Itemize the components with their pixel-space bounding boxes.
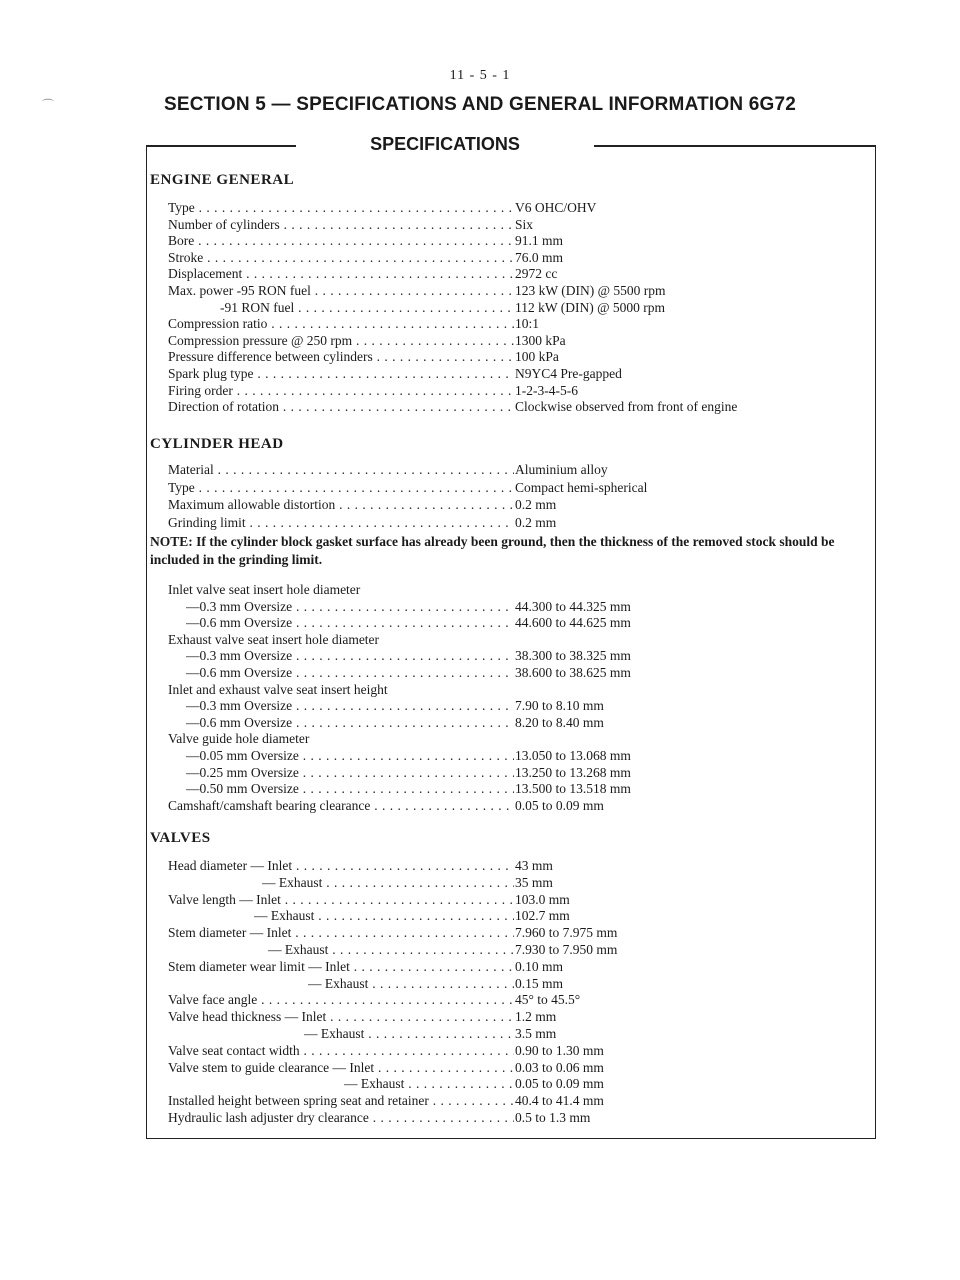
spec-row — [168, 480, 868, 496]
spec-value: 7.930 to 7.950 mm — [515, 942, 618, 957]
spec-value: 45° to 45.5° — [515, 992, 581, 1008]
spec-label: Hydraulic lash adjuster dry clearance . . . — [168, 1110, 514, 1126]
spec-label: Type . . . — [168, 480, 514, 496]
spec-row — [168, 992, 868, 1008]
spec-value: 3.5 mm — [515, 1026, 557, 1041]
spec-value: 123 kW (DIN) @ 5500 rpm — [515, 283, 666, 298]
spec-value: 2972 cc — [515, 266, 558, 282]
spec-row — [168, 250, 868, 266]
spec-label: — Exhaust . . . — [268, 942, 514, 958]
spec-label: Valve face angle . . . — [168, 992, 514, 1008]
spec-row — [168, 462, 868, 478]
spec-row — [168, 233, 868, 249]
spec-row — [168, 399, 868, 415]
spec-row — [168, 731, 868, 747]
spec-row — [344, 1076, 868, 1092]
cylinder-head-heading: CYLINDER HEAD — [150, 436, 284, 452]
spec-value: Aluminium alloy — [515, 462, 608, 477]
spec-value: 38.600 to 38.625 mm — [515, 665, 631, 680]
spec-label: Max. power -95 RON fuel . . . — [168, 283, 514, 299]
spec-label: Stem diameter — Inlet . . . — [168, 925, 514, 941]
spec-label: — Exhaust . . . — [304, 1026, 514, 1042]
spec-row — [308, 976, 868, 992]
spec-value: 0.90 to 1.30 mm — [515, 1042, 604, 1058]
spec-row — [168, 383, 868, 399]
spec-row — [168, 200, 868, 216]
specifications-heading: SPECIFICATIONS — [370, 134, 520, 154]
spec-value: Clockwise observed from front of engine — [515, 399, 738, 415]
spec-label: Material . . . — [168, 462, 514, 478]
spec-row — [220, 300, 868, 316]
spec-label: —0.25 mm Oversize . . . — [186, 765, 514, 781]
spec-row — [168, 1110, 868, 1126]
spec-value: 43 mm — [515, 858, 553, 873]
section-title: SECTION 5 — SPECIFICATIONS AND GENERAL INFORMATION 6G72 — [163, 94, 797, 115]
spec-value: 44.600 to 44.625 mm — [515, 615, 631, 631]
engine-general-heading: ENGINE GENERAL — [150, 172, 295, 188]
spec-row — [168, 892, 868, 908]
spec-value: Six — [515, 216, 534, 232]
spec-row — [168, 1043, 868, 1059]
spec-value: 76.0 mm — [515, 249, 564, 265]
spec-label: Inlet and exhaust valve seat insert height — [168, 681, 388, 697]
spec-row — [168, 333, 868, 349]
spec-row — [168, 1009, 868, 1025]
spec-value: 0.5 to 1.3 mm — [515, 1110, 591, 1125]
spec-label: —0.6 mm Oversize . . . — [186, 665, 514, 681]
frame-rule-left — [146, 145, 296, 147]
spec-value: 0.05 to 0.09 mm — [515, 797, 604, 813]
spec-label: -91 RON fuel . . . — [220, 300, 514, 316]
spec-label: —0.50 mm Oversize . . . — [186, 781, 514, 797]
spec-value: 0.05 to 0.09 mm — [515, 1076, 604, 1092]
spec-value: 0.10 mm — [515, 958, 564, 974]
spec-label: —0.05 mm Oversize . . . — [186, 748, 514, 764]
spec-label: Pressure difference between cylinders . . . — [168, 349, 514, 365]
spec-label: —0.6 mm Oversize . . . — [186, 615, 514, 631]
spec-value: 100 kPa — [515, 349, 559, 365]
spec-value: 1-2-3-4-5-6 — [515, 382, 578, 398]
spec-label: Valve head thickness — Inlet . . . — [168, 1009, 514, 1025]
spec-row — [186, 648, 868, 664]
spec-row — [168, 515, 868, 531]
spec-label: Bore . . . — [168, 233, 514, 249]
grinding-note: NOTE: If the cylinder block gasket surface has already been ground, then the thickness of the removed stock should be included in the grinding limit. — [150, 534, 835, 567]
spec-value: 0.2 mm — [515, 514, 557, 530]
spec-label: Firing order . . . — [168, 383, 514, 399]
spec-row — [186, 748, 868, 764]
spec-value: 7.90 to 8.10 mm — [515, 698, 604, 714]
spec-row — [168, 1093, 868, 1109]
spec-label: —0.3 mm Oversize . . . — [186, 648, 514, 664]
spec-label: — Exhaust . . . — [254, 908, 514, 924]
spec-row — [168, 349, 868, 365]
spec-label: Head diameter — Inlet . . . — [168, 858, 514, 874]
spec-row — [168, 925, 868, 941]
spec-label: Inlet valve seat insert hole diameter — [168, 582, 361, 597]
spec-value: 1.2 mm — [515, 1009, 557, 1025]
spec-label: Direction of rotation . . . — [168, 399, 514, 415]
spec-value: 8.20 to 8.40 mm — [515, 714, 604, 730]
spec-label: Grinding limit . . . — [168, 515, 514, 531]
spec-value: 13.250 to 13.268 mm — [515, 764, 631, 780]
spec-row — [186, 765, 868, 781]
spec-label: Camshaft/camshaft bearing clearance . . . — [168, 798, 514, 814]
spec-row — [168, 316, 868, 332]
spec-value: 0.2 mm — [515, 497, 557, 512]
spec-label: Valve seat contact width . . . — [168, 1043, 514, 1059]
spec-label: —0.3 mm Oversize . . . — [186, 599, 514, 615]
spec-row — [168, 366, 868, 382]
spec-row — [186, 715, 868, 731]
spec-value: 0.03 to 0.06 mm — [515, 1059, 604, 1075]
spec-row — [168, 497, 868, 513]
spec-row — [168, 632, 868, 648]
spec-value: 10:1 — [515, 316, 540, 332]
spec-label: — Exhaust . . . — [344, 1076, 514, 1092]
spec-value: 103.0 mm — [515, 891, 570, 907]
spec-row — [186, 698, 868, 714]
spec-row — [168, 582, 868, 598]
spec-label: Displacement . . . — [168, 266, 514, 282]
spec-row — [186, 615, 868, 631]
spec-label: Stem diameter wear limit — Inlet . . . — [168, 959, 514, 975]
spec-label: Spark plug type . . . — [168, 366, 514, 382]
spec-value: N9YC4 Pre-gapped — [515, 366, 622, 381]
spec-label: Installed height between spring seat and retainer . . . — [168, 1093, 514, 1109]
spec-label: — Exhaust . . . — [308, 976, 514, 992]
spec-label: —0.3 mm Oversize . . . — [186, 698, 514, 714]
spec-row — [186, 781, 868, 797]
spec-label: Type . . . — [168, 200, 514, 216]
spec-label: Maximum allowable distortion . . . — [168, 497, 514, 513]
spec-label: Valve length — Inlet . . . — [168, 892, 514, 908]
spec-value: 112 kW (DIN) @ 5000 rpm — [515, 299, 666, 315]
spec-row — [168, 266, 868, 282]
spec-value: 102.7 mm — [515, 908, 570, 924]
scan-mark: ⌒ — [42, 98, 55, 112]
frame-rule-right — [594, 145, 876, 147]
spec-row — [168, 217, 868, 233]
spec-value: 7.960 to 7.975 mm — [515, 925, 618, 941]
spec-value: 13.500 to 13.518 mm — [515, 781, 631, 797]
spec-value: 44.300 to 44.325 mm — [515, 598, 631, 614]
spec-row — [262, 875, 868, 891]
page-number: 11 - 5 - 1 — [449, 68, 511, 83]
spec-label: —0.6 mm Oversize . . . — [186, 715, 514, 731]
spec-value: Compact hemi-spherical — [515, 479, 648, 495]
spec-value: 1300 kPa — [515, 332, 566, 348]
spec-value: 38.300 to 38.325 mm — [515, 648, 631, 664]
spec-label: — Exhaust . . . — [262, 875, 514, 891]
spec-label: Stroke . . . — [168, 250, 514, 266]
spec-value: V6 OHC/OHV — [515, 200, 597, 215]
spec-row — [168, 858, 868, 874]
spec-label: Exhaust valve seat insert hole diameter — [168, 631, 380, 647]
spec-value: 35 mm — [515, 874, 553, 890]
spec-label: Valve guide hole diameter — [168, 731, 310, 747]
spec-row — [254, 908, 868, 924]
spec-row — [168, 959, 868, 975]
spec-value: 0.15 mm — [515, 975, 564, 991]
spec-value: 91.1 mm — [515, 233, 564, 249]
spec-row — [186, 665, 868, 681]
spec-row — [168, 682, 868, 698]
spec-row — [304, 1026, 868, 1042]
spec-label: Number of cylinders . . . — [168, 217, 514, 233]
spec-row — [168, 798, 868, 814]
spec-row — [168, 1060, 868, 1076]
valves-heading: VALVES — [150, 830, 211, 846]
spec-label: Valve stem to guide clearance — Inlet . . . — [168, 1060, 514, 1076]
spec-row — [268, 942, 868, 958]
spec-row — [168, 283, 868, 299]
spec-label: Compression ratio . . . — [168, 316, 514, 332]
spec-value: 13.050 to 13.068 mm — [515, 748, 631, 763]
spec-row — [186, 599, 868, 615]
spec-value: 40.4 to 41.4 mm — [515, 1093, 604, 1109]
spec-label: Compression pressure @ 250 rpm . . . — [168, 333, 514, 349]
